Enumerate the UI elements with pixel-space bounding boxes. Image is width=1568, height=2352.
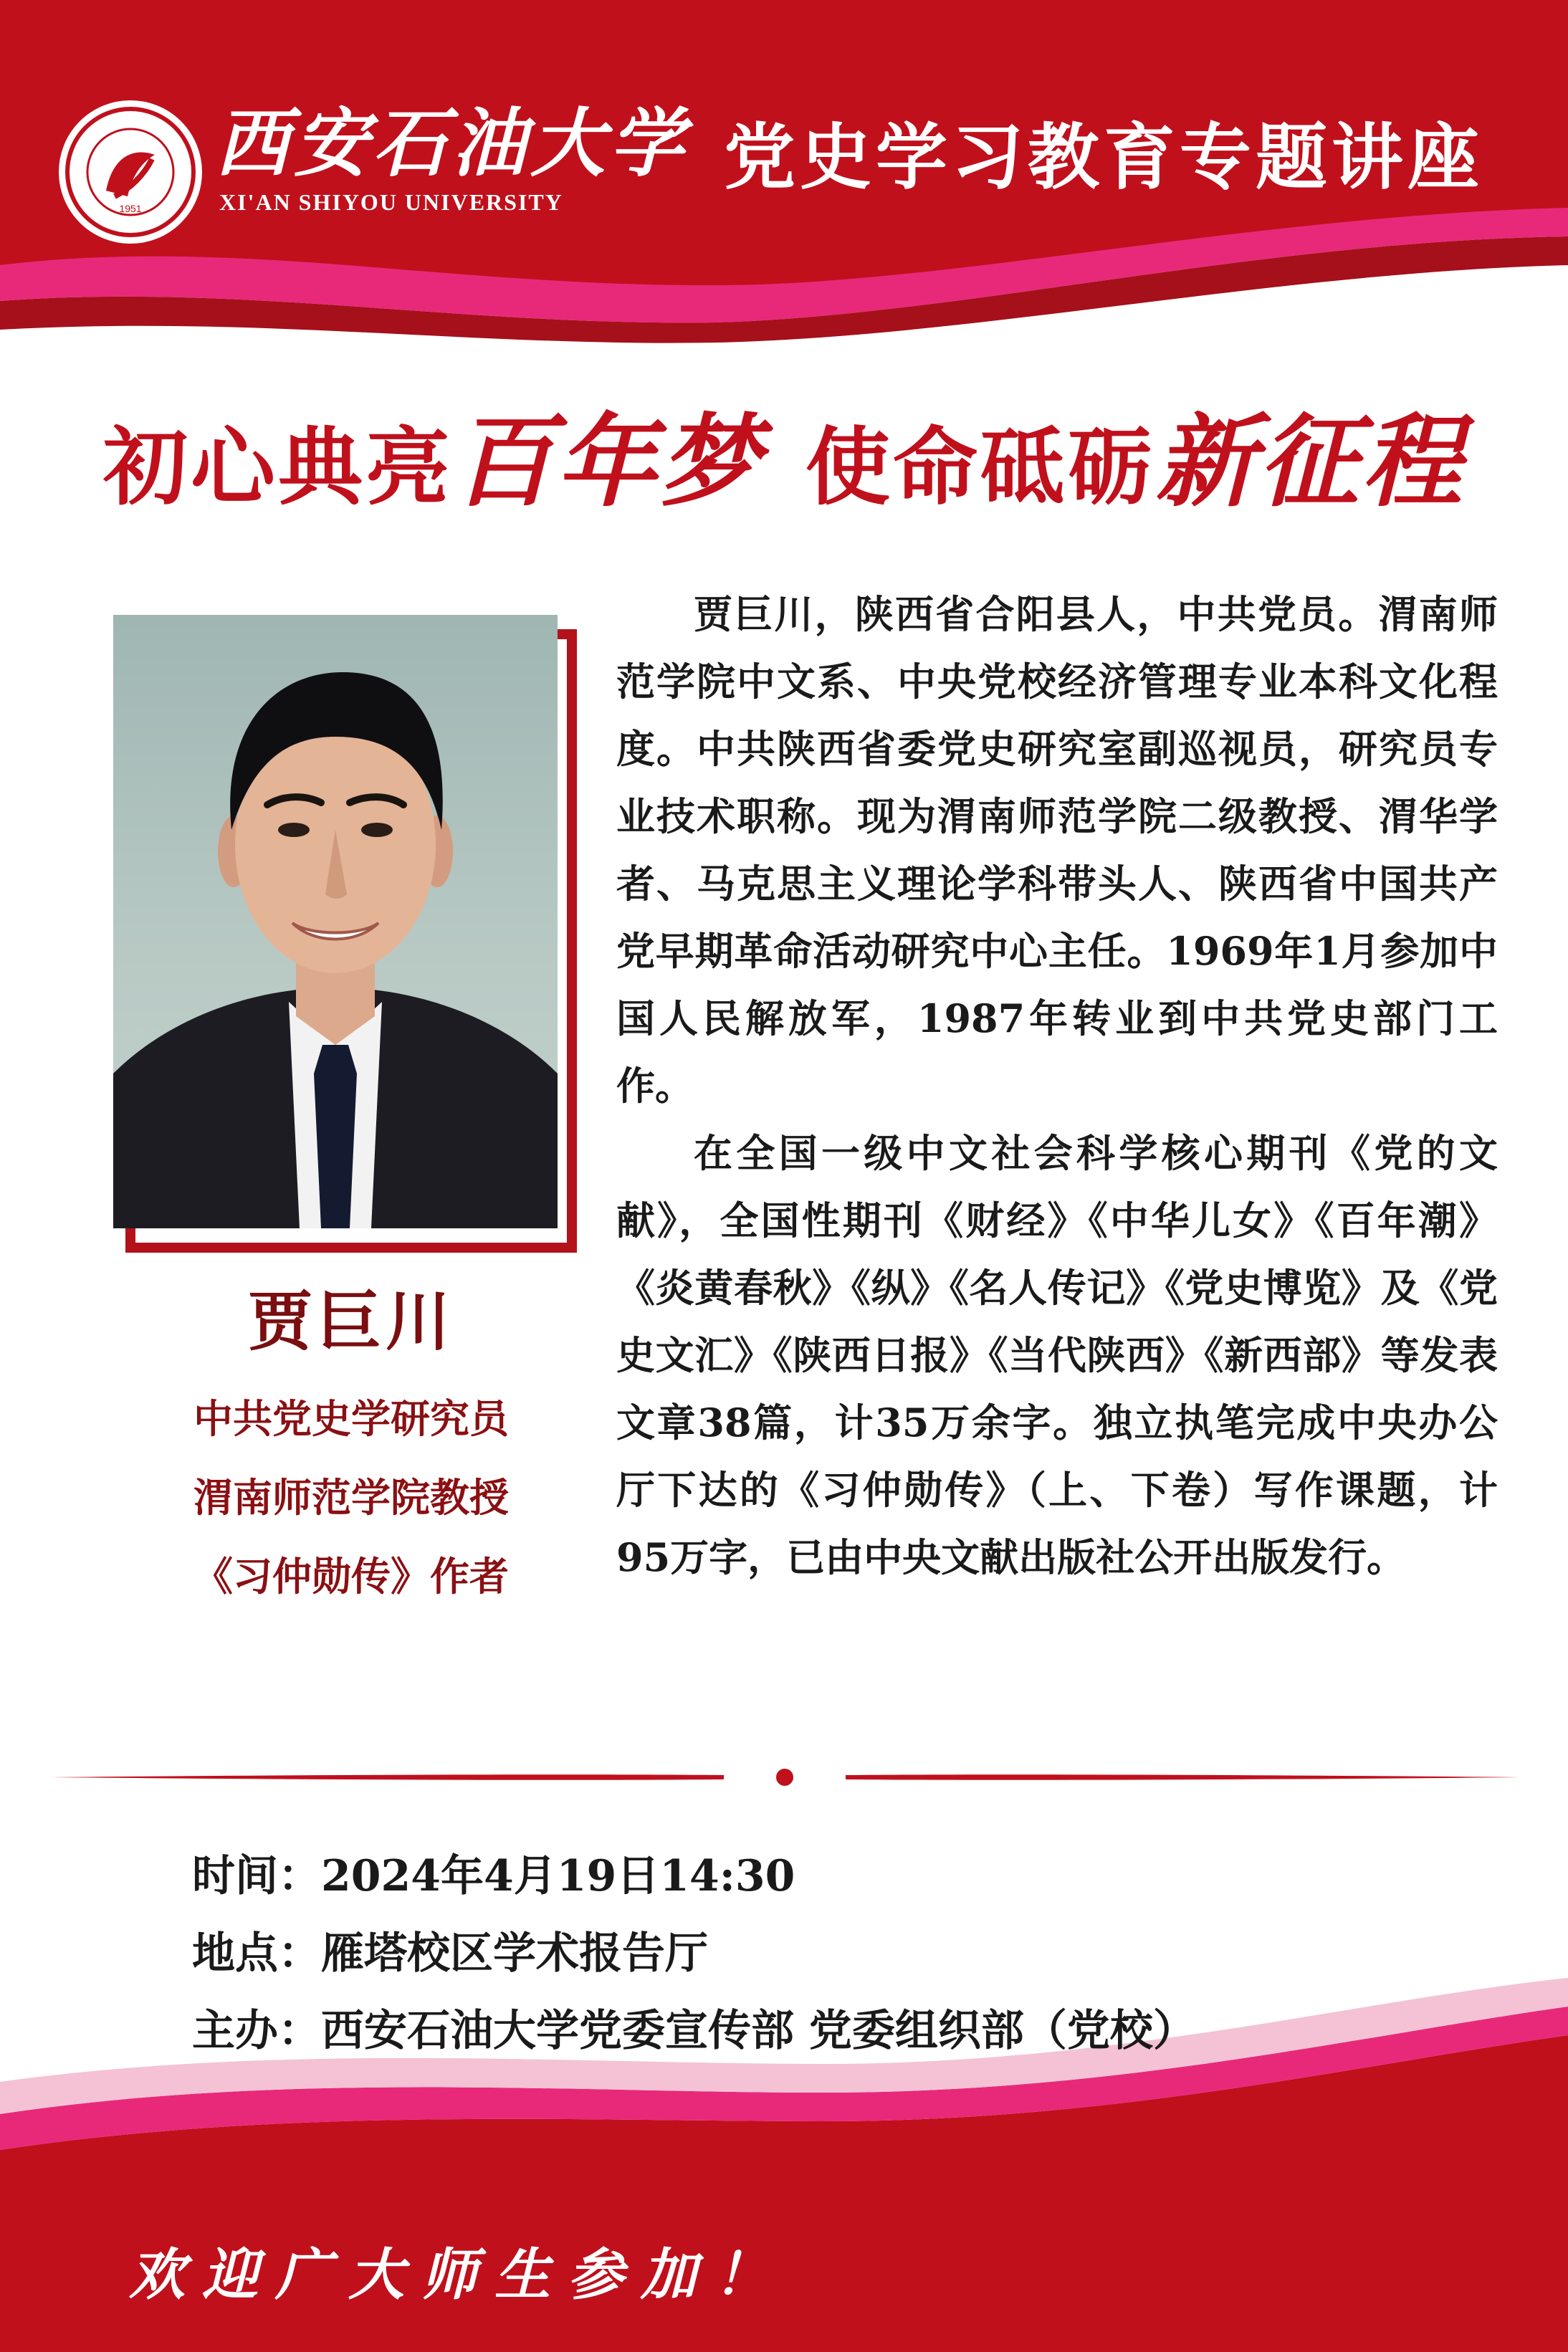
speaker-title-3: 《习仲勋传》作者 [193,1554,509,1600]
lecture-series-title: 党史学习教育专题讲座 [724,115,1483,199]
event-host: 主办：西安石油大学党委宣传部 党委组织部（党校） [192,2006,1196,2056]
speaker-biography [616,580,1498,1670]
university-seal-logo [59,100,202,244]
speaker-name: 贾巨川 [248,1284,454,1359]
bio-paragraph-1: 贾巨川，陕西省合阳县人，中共党员。渭南师范学院中文系、中央党校经济管理专业本科文化程度。中共陕西省委党史研究室副巡视员，研究员专业技术职称。现为渭南师范学院二级教授、渭华学者、马克思主义理论学科带头人、陕西省中国共产党早期革命活动研究中心主任。1969年1月参加中国人民解放军，1987年转业到中共党史部门工作。 [616,591,1498,1109]
speaker-title-1: 中共党史学研究员 [193,1396,509,1442]
bio-paragraph-2: 在全国一级中文社会科学核心期刊《党的文献》，全国性期刊《财经》《中华儿女》《百年潮》《炎黄春秋》《纵》《名人传记》《党史博览》及《党史文汇》《陕西日报》《当代陕西》《新西部》等发表文章38篇，计35万余字。独立执笔完成中央办公厅下达的《习仲勋传》（上、下卷）写作课题，计95万字，已由中央文献出版社公开出版发行。 [616,1130,1498,1580]
event-time: 时间：2024年4月19日14:30 [192,1851,795,1901]
event-place: 地点：雁塔校区学术报告厅 [192,1928,708,1979]
slogan-part-1: 初心典亮 [102,417,453,517]
main-slogan [57,401,1511,523]
speaker-photo [113,615,558,1228]
speaker-title-2: 渭南师范学院教授 [193,1475,509,1521]
speaker-portrait-icon [113,615,558,1228]
section-divider [50,1769,1519,1786]
slogan-part-4: 新征程 [1155,403,1466,521]
university-name-cn: 西安石油大学 [215,99,689,187]
welcome-slogan: 欢迎广大师生参加！ [129,2242,788,2308]
slogan-part-3: 使命砥砺 [805,417,1156,517]
slogan-part-2: 百年梦 [452,403,763,521]
seal-year: 1951 [119,203,142,214]
university-name-en: XI'AN SHIYOU UNIVERSITY [219,189,563,215]
